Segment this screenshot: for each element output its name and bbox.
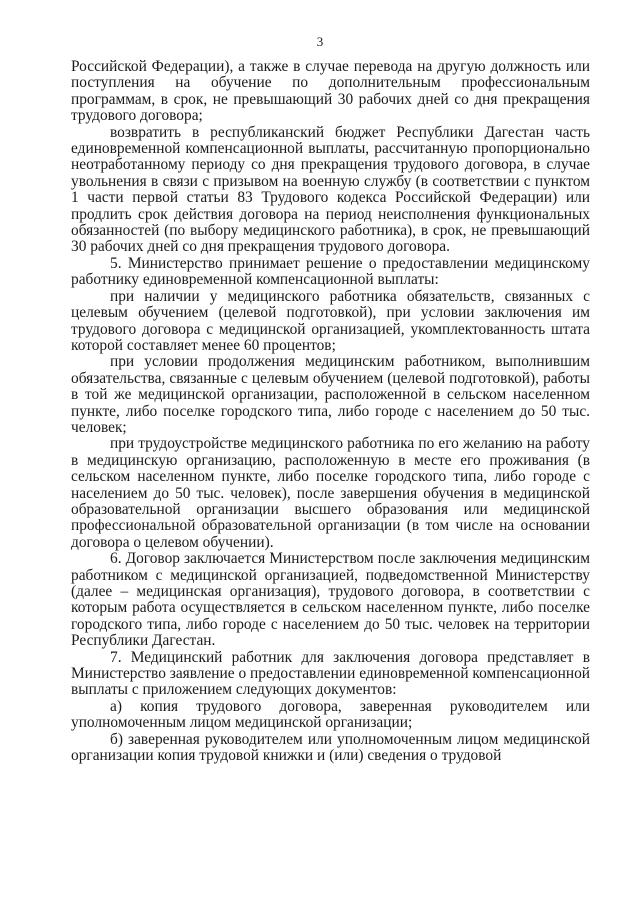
paragraph-item-5: 5. Министерство принимает решение о предоставлении медицинскому работнику единовременной компенсационной выплаты: xyxy=(71,254,590,289)
page-number: 3 xyxy=(316,34,324,49)
paragraph-item-6: 6. Договор заключается Министерством после заключения медицинским работником с медицинской организацией, подведомственной Министерству (далее – медицинская организация), трудового договора, в соответствии с которым работа осуществляется в сельском населенном пункте, либо поселке городского типа, либо городе с населением до 50 тыс. человек на территории Республики Дагестан. xyxy=(71,550,590,650)
paragraph-condition-targeted-training: при наличии у медицинского работника обязательств, связанных с целевым обучением (целевой подготовкой), при условии заключения им трудового договора с медицинской организацией, укомплектованность штата которой составляет менее 60 процентов; xyxy=(71,287,590,354)
paragraph-condition-employment: при трудоустройстве медицинского работника по его желанию на работу в медицинскую организацию, расположенную в месте его проживания (в сельском населенном пункте, либо поселке городского типа, либо городе с населением до 50 тыс. человек), после завершения обучения в медицинской образовательной организации высшего образования или медицинской профессиональной образовательной организации (в том числе на основании договора о целевом обучении). xyxy=(71,435,590,551)
paragraph-condition-continued-work: при условии продолжения медицинским работником, выполнившим обязательства, связанные с целевым обучением (целевой подготовкой), работы в той же медицинской организации, расположенной в сельском населенном пункте, либо поселке городского типа, либо городе с населением до 50 тыс. человек; xyxy=(71,353,590,436)
paragraph-subitem-a: а) копия трудового договора, заверенная руководителем или уполномоченным лицом медицинской организации; xyxy=(71,697,590,732)
paragraph-continuation: Российской Федерации), а также в случае перевода на другую должность или поступления на обучение по дополнительным профессиональным программам, в срок, не превышающий 30 рабочих дней со дня прекращения трудового договора; xyxy=(71,58,590,125)
paragraph-subitem-b: б) заверенная руководителем или уполномоченным лицом медицинской организации копия трудовой книжки и (или) сведения о трудовой xyxy=(71,730,590,765)
paragraph-return-payment: возвратить в республиканский бюджет Республики Дагестан часть единовременной компенсационной выплаты, рассчитанную пропорционально неотработанному периоду со дня прекращения трудового договора, в случае увольнения в связи с призывом на военную службу (в соответствии с пунктом 1 части первой статьи 83 Трудового кодекса Российской Федерации) или продлить срок действия договора на период неисполнения функциональных обязанностей (по выбору медицинского работника), в срок, не превышающий 30 рабочих дней со дня прекращения трудового договора. xyxy=(71,123,590,256)
paragraph-item-7: 7. Медицинский работник для заключения договора представляет в Министерство заявление о предоставлении единовременной компенсационной выплаты с приложением следующих документов: xyxy=(71,648,590,699)
document-body xyxy=(71,59,590,764)
